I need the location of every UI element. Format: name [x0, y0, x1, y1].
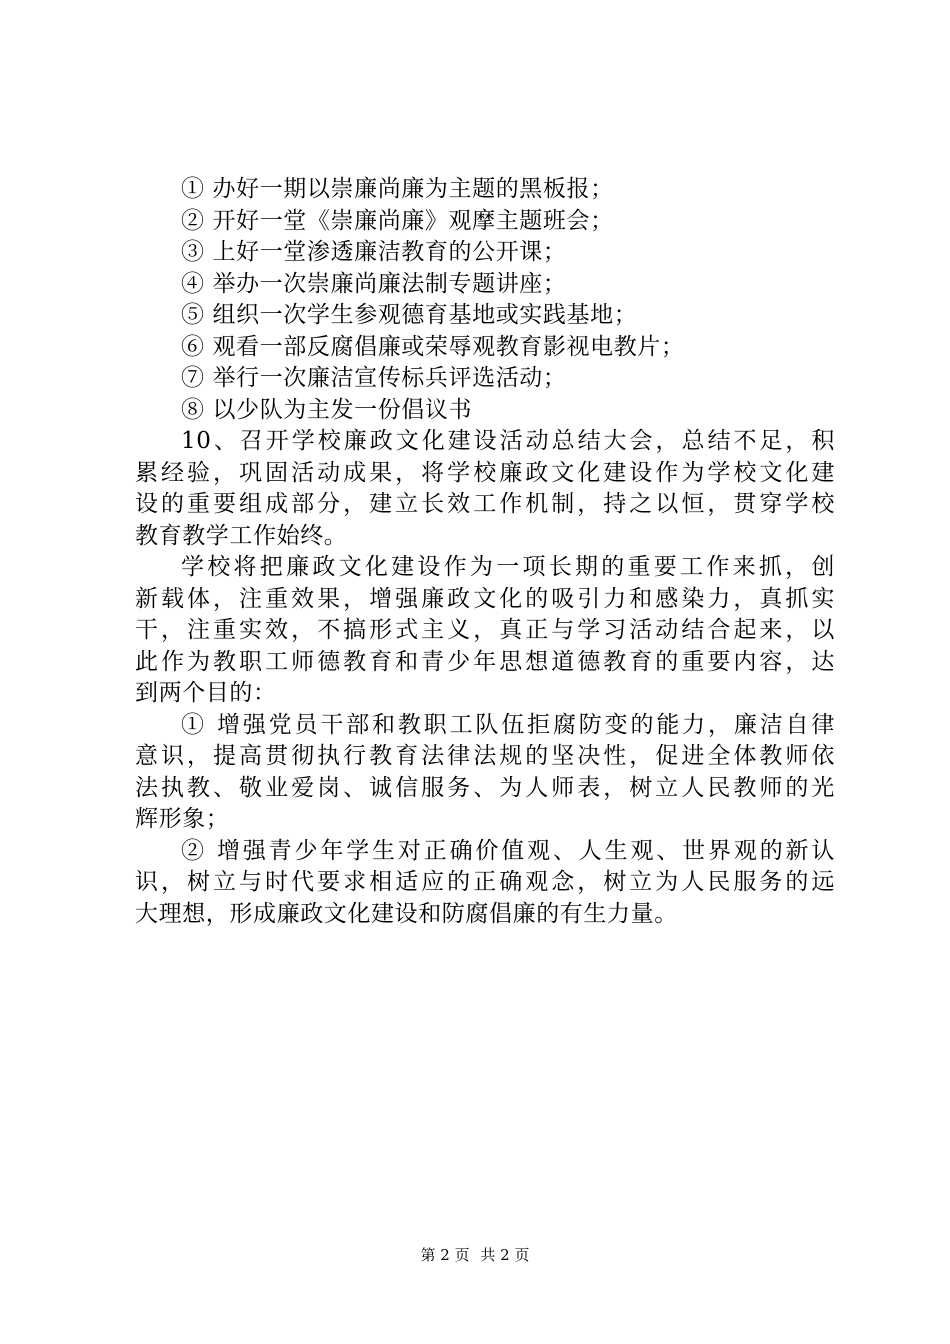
list-item: ④ 举办一次崇廉尚廉法制专题讲座； — [181, 270, 567, 297]
list-item: ⑥ 观看一部反腐倡廉或荣辱观教育影视电教片； — [181, 333, 685, 360]
paragraph-line: 学校将把廉政文化建设作为一项长期的重要工作来抓，创 — [181, 554, 835, 580]
page-number: 第 2 页 — [420, 1246, 470, 1264]
paragraph-line: 累经验，巩固活动成果，将学校廉政文化建设作为学校文化建 — [135, 459, 835, 486]
paragraph-line: 大理想，形成廉政文化建设和防腐倡廉的有生力量。 — [135, 900, 678, 927]
list-item: ② 开好一堂《崇廉尚廉》观摩主题班会； — [181, 207, 614, 234]
document-body — [135, 174, 835, 930]
list-item: ⑦ 举行一次廉洁宣传标兵评选活动； — [181, 365, 567, 391]
paragraph-line: 设的重要组成部分，建立长效工作机制，持之以恒，贯穿学校 — [135, 491, 835, 517]
list-item: ⑧ 以少队为主发一份倡议书 — [181, 396, 473, 423]
paragraph-line: 10、召开学校廉政文化建设活动总结大会，总结不足，积 — [181, 428, 835, 454]
paragraph-line: 辉形象； — [135, 806, 230, 832]
paragraph-line: 新载体，注重效果，增强廉政文化的吸引力和感染力，真抓实 — [135, 585, 835, 612]
list-item: ⑤ 组织一次学生参观德育基地或实践基地； — [181, 302, 638, 328]
page-total: 共 2 页 — [480, 1246, 530, 1264]
paragraph-line: 法执教、敬业爱岗、诚信服务、为人师表，树立人民教师的光 — [135, 774, 835, 801]
paragraph-line: ② 增强青少年学生对正确价值观、人生观、世界观的新认 — [181, 837, 835, 864]
list-item: ③ 上好一堂渗透廉洁教育的公开课； — [181, 239, 567, 265]
paragraph-line: 到两个目的： — [135, 680, 277, 706]
paragraph-line: 意识，提高贯彻执行教育法律法规的坚决性，促进全体教师依 — [135, 743, 835, 769]
paragraph-line: 干，注重实效，不搞形式主义，真正与学习活动结合起来，以 — [135, 617, 835, 643]
paragraph-line: 此作为教职工师德教育和青少年思想道德教育的重要内容，达 — [135, 648, 835, 675]
paragraph-line: 教育教学工作始终。 — [135, 522, 348, 549]
page-footer — [0, 1245, 950, 1265]
paragraph-line: 识，树立与时代要求相适应的正确观念，树立为人民服务的远 — [135, 869, 835, 895]
list-item: ① 办好一期以崇廉尚廉为主题的黑板报； — [181, 176, 614, 202]
paragraph-line: ① 增强党员干部和教职工队伍拒腐防变的能力，廉洁自律 — [181, 711, 835, 738]
